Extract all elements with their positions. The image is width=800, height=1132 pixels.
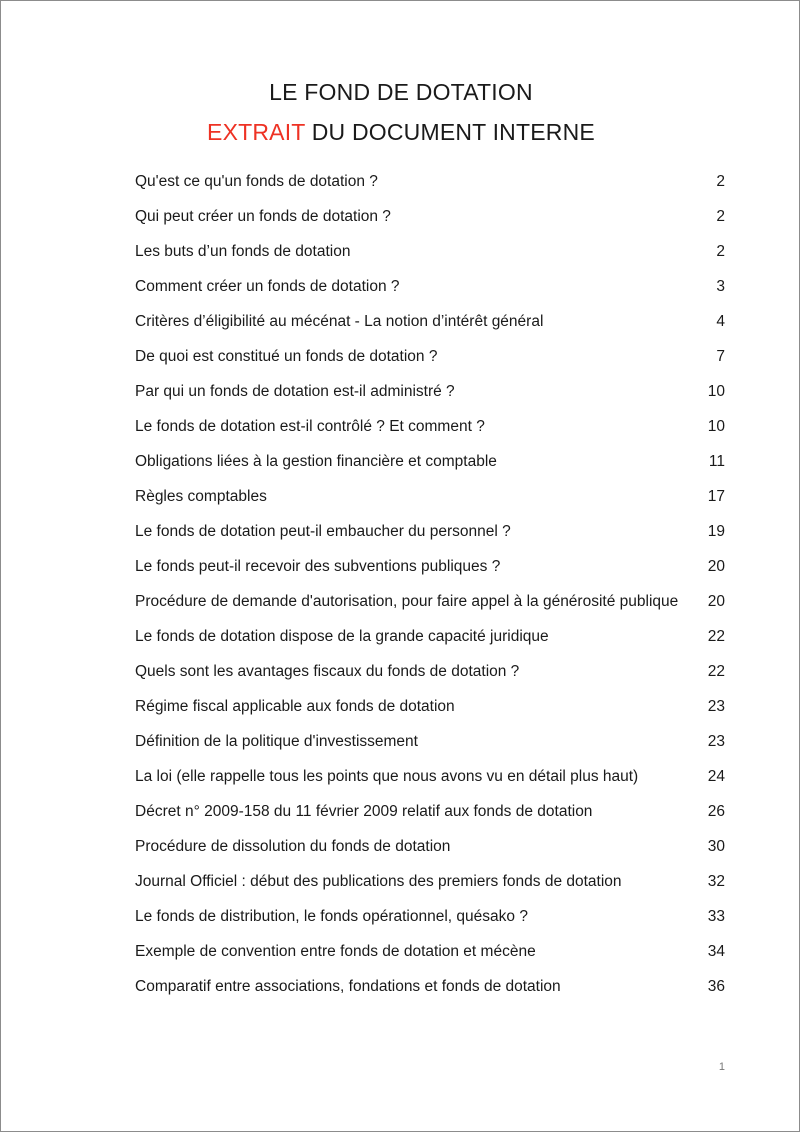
toc-entry: [135, 973, 725, 1008]
toc-entry-page-number: 32: [707, 873, 725, 890]
toc-entry-page-number: 19: [707, 523, 725, 540]
toc-entry-title: Règles comptables: [135, 488, 267, 505]
toc-entry-page-number: 7: [716, 348, 725, 365]
toc-entry-title: Par qui un fonds de dotation est-il administré ?: [135, 383, 455, 400]
toc-entry: [135, 903, 725, 938]
toc-entry-title: Comment créer un fonds de dotation ?: [135, 278, 400, 295]
toc-entry-page-number: 10: [707, 383, 725, 400]
toc-entry-page-number: 2: [716, 243, 725, 260]
toc-entry: [135, 518, 725, 553]
toc-entry-page-number: 10: [707, 418, 725, 435]
toc-entry: [135, 763, 725, 798]
toc-entry-title: La loi (elle rappelle tous les points que nous avons vu en détail plus haut): [135, 768, 639, 785]
toc-entry-page-number: 30: [707, 838, 725, 855]
toc-entry-title: Le fonds peut-il recevoir des subventions publiques ?: [135, 558, 501, 575]
toc-entry-page-number: 26: [707, 803, 725, 820]
document-title: LE FOND DE DOTATION: [269, 79, 533, 105]
toc-entry-title: Obligations liées à la gestion financière et comptable: [135, 453, 497, 470]
toc-entry: [135, 483, 725, 518]
toc-entry-page-number: 22: [707, 663, 725, 680]
toc-entry-title: Exemple de convention entre fonds de dotation et mécène: [135, 943, 536, 960]
toc-entry-title: Quels sont les avantages fiscaux du fonds de dotation ?: [135, 663, 520, 680]
toc-entry: [135, 273, 725, 308]
toc-entry-title: Le fonds de dotation est-il contrôlé ? Et comment ?: [135, 418, 485, 435]
toc-entry: [135, 413, 725, 448]
toc-entry-title: Le fonds de dotation dispose de la grande capacité juridique: [135, 628, 549, 645]
table-of-contents: [135, 168, 725, 1008]
toc-entry-title: Définition de la politique d'investissement: [135, 733, 418, 750]
toc-entry: [135, 588, 725, 623]
toc-entry: [135, 623, 725, 658]
toc-entry-page-number: 33: [707, 908, 725, 925]
toc-entry-page-number: 34: [707, 943, 725, 960]
toc-entry-page-number: 2: [716, 173, 725, 190]
toc-entry-title: Qu'est ce qu'un fonds de dotation ?: [135, 173, 378, 190]
toc-entry-title: Le fonds de dotation peut-il embaucher du personnel ?: [135, 523, 511, 540]
page-number: 1: [718, 1061, 725, 1073]
toc-entry-page-number: 2: [716, 208, 725, 225]
toc-entry: [135, 798, 725, 833]
toc-entry: [135, 938, 725, 973]
subtitle-accent-word: EXTRAIT: [207, 119, 306, 145]
toc-entry-page-number: 4: [716, 313, 725, 330]
toc-entry: [135, 343, 725, 378]
toc-entry-page-number: 20: [707, 558, 725, 575]
toc-entry-title: Critères d’éligibilité au mécénat - La notion d’intérêt général: [135, 313, 544, 330]
toc-entry-title: Procédure de dissolution du fonds de dotation: [135, 838, 451, 855]
toc-entry: [135, 168, 725, 203]
toc-entry-title: De quoi est constitué un fonds de dotation ?: [135, 348, 438, 365]
toc-entry-title: Comparatif entre associations, fondations et fonds de dotation: [135, 978, 561, 995]
toc-entry: [135, 728, 725, 763]
toc-entry-title: Qui peut créer un fonds de dotation ?: [135, 208, 391, 225]
toc-entry-title: Le fonds de distribution, le fonds opérationnel, quésako ?: [135, 908, 528, 925]
toc-entry-title: Régime fiscal applicable aux fonds de dotation: [135, 698, 455, 715]
toc-entry: [135, 868, 725, 903]
toc-entry-page-number: 20: [707, 593, 725, 610]
toc-entry-page-number: 3: [716, 278, 725, 295]
toc-entry: [135, 833, 725, 868]
toc-entry-title: Journal Officiel : début des publications des premiers fonds de dotation: [135, 873, 622, 890]
toc-entry-title: Les buts d’un fonds de dotation: [135, 243, 351, 260]
subtitle-rest: DU DOCUMENT INTERNE: [305, 119, 595, 145]
toc-entry-title: Décret n° 2009-158 du 11 février 2009 relatif aux fonds de dotation: [135, 803, 593, 820]
toc-entry-page-number: 36: [707, 978, 725, 995]
toc-entry: [135, 553, 725, 588]
toc-entry: [135, 693, 725, 728]
toc-entry: [135, 378, 725, 413]
toc-entry-page-number: 23: [707, 733, 725, 750]
toc-entry-title: Procédure de demande d'autorisation, pour faire appel à la générosité publique: [135, 593, 679, 610]
toc-entry-page-number: 22: [707, 628, 725, 645]
toc-entry-page-number: 17: [707, 488, 725, 505]
toc-entry-page-number: 11: [708, 453, 725, 470]
toc-entry: [135, 658, 725, 693]
toc-entry-page-number: 24: [707, 768, 725, 785]
toc-entry: [135, 238, 725, 273]
toc-entry: [135, 308, 725, 343]
toc-entry-page-number: 23: [707, 698, 725, 715]
toc-entry: [135, 203, 725, 238]
document-subtitle: [1, 118, 800, 146]
toc-entry: [135, 448, 725, 483]
